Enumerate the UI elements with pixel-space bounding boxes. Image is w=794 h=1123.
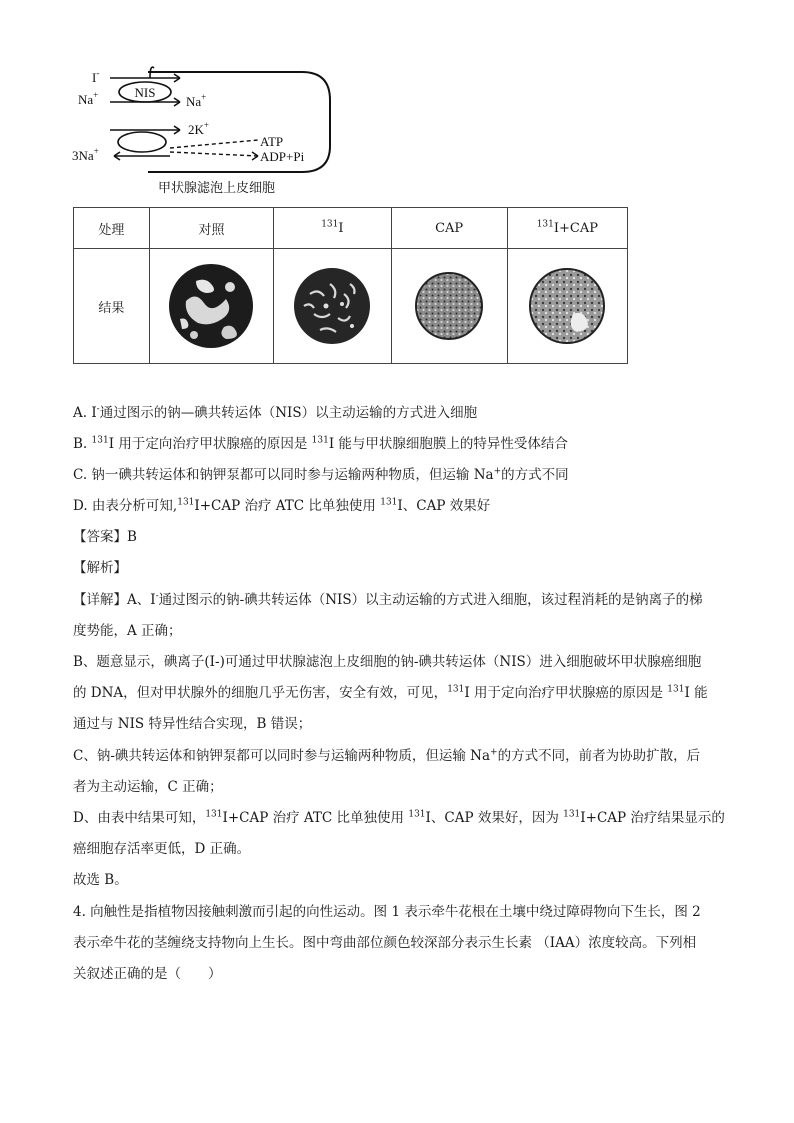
header-control: 对照 [149, 208, 273, 249]
explain-line-2: 度势能，A 正确； [73, 623, 182, 639]
question4-line-2: 表示牵牛花的茎缠绕支持物向上生长。图中弯曲部位颜色较深部分表示生长素 （IAA）浓度较高。下列相 [73, 935, 697, 951]
result-i131-cap-image [507, 249, 627, 364]
row-label-result: 结果 [74, 249, 150, 364]
answer-line [73, 527, 137, 547]
option-b: B. $^{131}$I 用于定向治疗甲状腺癌的原因是 $^{131}$I 能与甲状腺细胞膜上的特异性受体结合 [73, 435, 568, 452]
table-row-treatment [74, 208, 628, 249]
iodide-label: I- [92, 68, 100, 85]
result-control-image [149, 249, 273, 364]
explain-line-5: 通过与 NIS 特异性结合实现，B 错误； [73, 716, 312, 732]
header-cap: CAP [391, 208, 507, 249]
result-cap-image [391, 249, 507, 364]
question4-line-3: 关叙述正确的是（ ） [73, 966, 222, 982]
colony-dish-control-icon [166, 261, 256, 351]
colony-dish-cap-icon [413, 270, 485, 342]
potassium-label: 2K+ [188, 120, 209, 137]
explain-line-8: D、由表中结果可知，$^{131}$I+CAP 治疗 ATC 比单独使用 $^{131}$I、CAP 效果好，因为 $^{131}$I+CAP 治疗结果显示的 [73, 809, 725, 826]
explain-line-10: 故选 B。 [73, 872, 128, 888]
transport-diagram [70, 62, 350, 202]
explain-line-3: B、题意显示，碘离子(I-)可通过甲状腺滤泡上皮细胞的钠-碘共转运体（NIS）进入细胞破坏甲状腺癌细胞 [73, 654, 702, 670]
row-label-treatment: 处理 [74, 208, 150, 249]
option-a: A. I-通过图示的钠—碘共转运体（NIS）以主动运输的方式进入细胞 [73, 404, 478, 421]
atp-dashed-line [170, 140, 258, 148]
cell-caption: 甲状腺滤泡上皮细胞 [158, 180, 276, 195]
explain-line-1: 【详解】A、I-通过图示的钠-碘共转运体（NIS）以主动运输的方式进入细胞，该过程消耗的是钠离子的梯 [73, 591, 703, 608]
explain-line-6: C、钠-碘共转运体和钠钾泵都可以同时参与运输两种物质，但运输 Na+的方式不同，前者为协助扩散，后 [73, 747, 701, 764]
question4-line-1: 4. 向触性是指植物因接触刺激而引起的向性运动。图 1 表示牵牛花根在土壤中绕过障碍物向下生长，图 2 [73, 904, 701, 920]
table-row-result [74, 249, 628, 364]
analysis-tag: 【解析】 [73, 560, 127, 576]
na-k-pump [118, 132, 166, 152]
transport-diagram-svg [70, 62, 350, 202]
atp-label: ATP [260, 134, 284, 149]
option-d: D. 由表分析可知,$^{131}$I+CAP 治疗 ATC 比单独使用 $^{131}$I、CAP 效果好 [73, 497, 491, 514]
explain-line-4: 的 DNA，但对甲状腺外的细胞几乎无伤害，安全有效，可见，$^{131}$I 用于定向治疗甲状腺癌的原因是 $^{131}$I 能 [73, 684, 708, 701]
explain-line-7: 者为主动运输，C 正确； [73, 779, 223, 795]
sodium-3-label: 3Na+ [72, 146, 99, 163]
colony-dish-i131-cap-icon [527, 266, 607, 346]
result-i131-image [274, 249, 391, 364]
header-i131: $^{131}$I [274, 208, 391, 249]
answer-tag: 【答案】 [73, 529, 127, 545]
answer-value: B [127, 529, 137, 545]
option-c: C. 钠一碘共转运体和钠钾泵都可以同时参与运输两种物质，但运输 Na+的方式不同 [73, 466, 569, 483]
header-i131-cap: $^{131}$I+CAP [507, 208, 627, 249]
results-table [73, 207, 628, 364]
sodium-right-label: Na+ [186, 92, 207, 109]
sodium-left-label: Na+ [78, 90, 99, 107]
nis-label: NIS [134, 85, 156, 100]
explain-line-9: 癌细胞存活率更低，D 正确。 [73, 841, 251, 857]
colony-dish-i131-icon [290, 264, 374, 348]
adp-dashed-line [170, 152, 258, 156]
adp-label: ADP+Pi [260, 149, 305, 164]
